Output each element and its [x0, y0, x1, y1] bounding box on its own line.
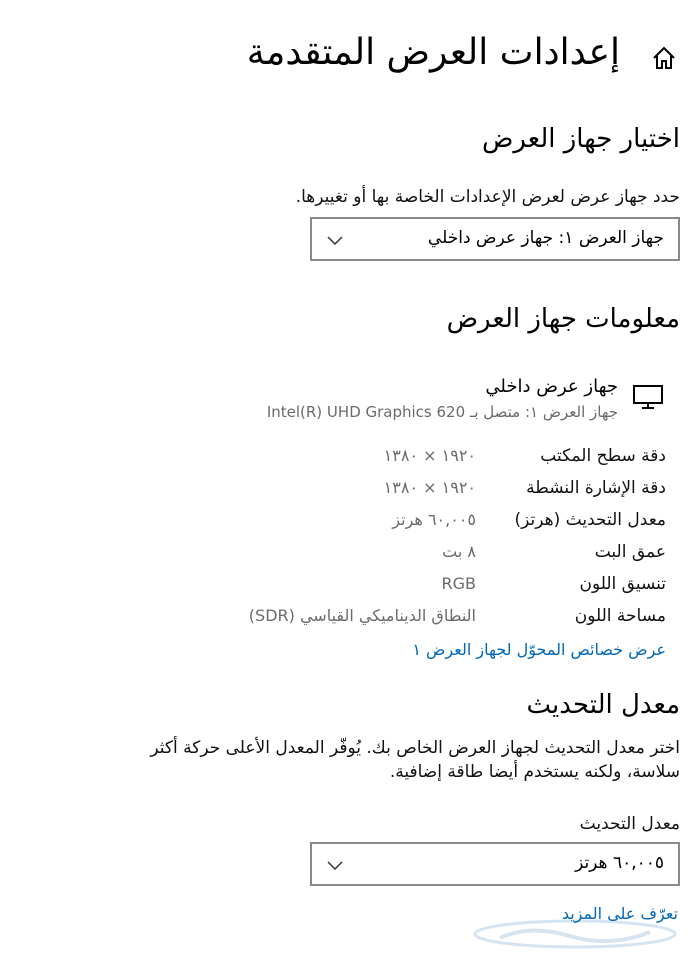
choose-display-title: اختيار جهاز العرض: [482, 124, 680, 154]
refresh-rate-select-value: ٦٠,٠٠٥ هرتز: [575, 853, 664, 873]
info-label: معدل التحديث (هرتز): [514, 510, 666, 530]
header: [20, 32, 678, 88]
info-value: ٨ بت: [442, 542, 476, 561]
info-value: النطاق الديناميكي القياسي (SDR): [248, 606, 476, 625]
info-value: ٦٠,٠٠٥ هرتز: [392, 510, 476, 529]
home-icon[interactable]: [650, 44, 678, 72]
display-info-title: معلومات جهاز العرض: [446, 304, 680, 334]
chevron-down-icon: [326, 856, 344, 874]
info-label: دقة الإشارة النشطة: [526, 478, 666, 498]
info-label: تنسيق اللون: [579, 574, 666, 594]
info-row-bit-depth: [0, 542, 700, 574]
info-label: عمق البت: [594, 542, 666, 562]
refresh-rate-title: معدل التحديث: [526, 690, 680, 720]
display-select-value: جهاز العرض ١: جهاز عرض داخلي: [427, 228, 664, 248]
info-value: ١٩٢٠ × ١٣٨٠: [383, 478, 476, 497]
info-row-active-signal: [0, 478, 700, 510]
refresh-rate-description-2: سلاسة، ولكنه يستخدم أيضا طاقة إضافية.: [389, 762, 680, 782]
page-title: إعدادات العرض المتقدمة: [246, 32, 620, 73]
info-label: دقة سطح المكتب: [540, 446, 666, 466]
info-row-refresh-rate: [0, 510, 700, 542]
refresh-rate-field-label: معدل التحديث: [579, 814, 680, 834]
watermark-logo-icon: [470, 918, 680, 950]
info-value: RGB: [441, 574, 476, 593]
device-name: جهاز عرض داخلي: [485, 376, 618, 397]
learn-more-link[interactable]: تعرّف على المزيد: [561, 904, 678, 923]
chevron-down-icon: [326, 231, 344, 249]
info-label: مساحة اللون: [574, 606, 666, 626]
display-select[interactable]: [310, 217, 680, 261]
info-row-color-format: [0, 574, 700, 606]
info-row-desktop-resolution: [0, 446, 700, 478]
monitor-icon: [632, 384, 664, 410]
refresh-rate-select[interactable]: [310, 842, 680, 886]
info-value: ١٩٢٠ × ١٣٨٠: [383, 446, 476, 465]
refresh-rate-description-1: اختر معدل التحديث لجهاز العرض الخاص بك. يُوفّر المعدل الأعلى حركة أكثر: [150, 738, 680, 758]
info-row-color-space: [0, 606, 700, 638]
choose-display-description: حدد جهاز عرض لعرض الإعدادات الخاصة بها أو تغييرها.: [295, 187, 680, 207]
adapter-properties-link[interactable]: عرض خصائص المحوّل لجهاز العرض ١: [412, 640, 666, 659]
device-connection: جهاز العرض ١: متصل بـ Intel(R) UHD Graphics 620: [266, 403, 618, 421]
